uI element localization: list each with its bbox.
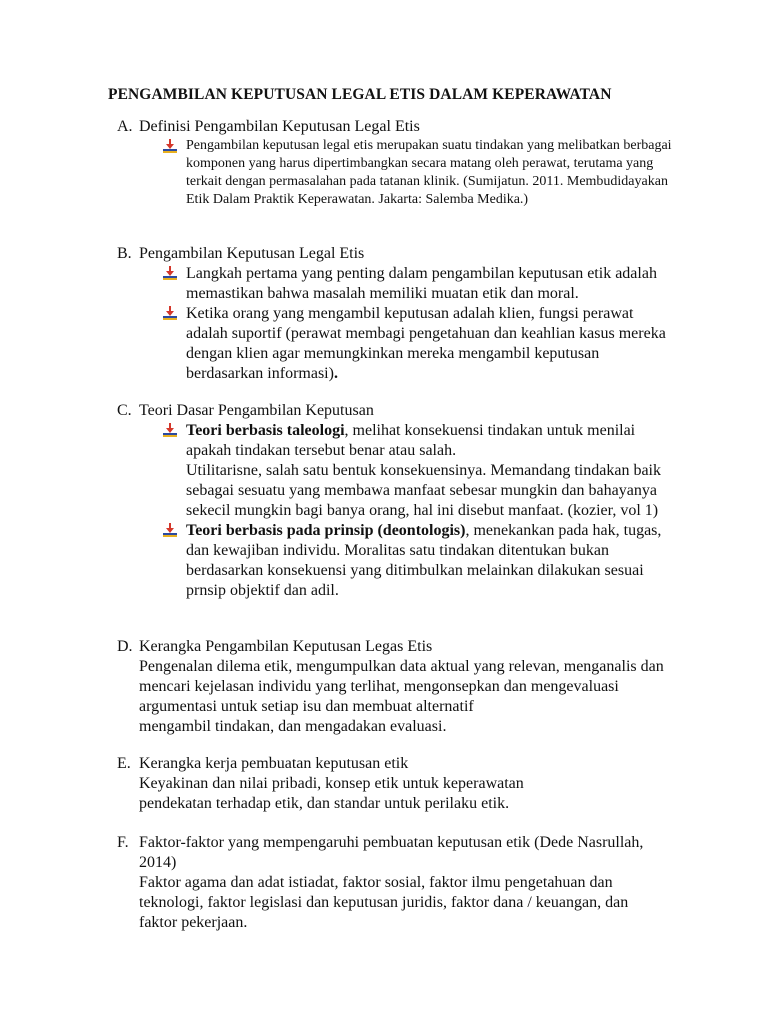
section-letter: A. [117,118,133,135]
arrow-bullet-icon [163,139,177,153]
arrow-bullet-icon [163,266,177,280]
section-heading [117,401,677,421]
section-d [117,637,677,737]
bullet-item [139,421,677,521]
bullet-item [139,521,677,601]
section-letter: B. [117,245,132,262]
bullet-bold-term: Teori berbasis pada prinsip (deontologis) [186,522,466,539]
section-title: Teori Dasar Pengambilan Keputusan [139,402,374,419]
section-body [139,774,669,814]
section-letter: C. [117,402,132,419]
arrow-bullet-icon [163,423,177,437]
bullet-bold-term: Teori berbasis taleologi [186,422,345,439]
section-c [117,401,677,601]
body-paragraph: Pengenalan dilema etik, mengumpulkan data aktual yang relevan, menganalis dan mencari kejelasan individu yang terlihat, mengonsepkan dan mengevaluasi argumentasi untuk setiap isu dan membuat alternatif [139,658,664,715]
section-heading [117,637,677,657]
section-body [139,657,669,737]
section-f [117,833,677,933]
bullet-item [139,137,677,209]
section-heading [117,833,677,873]
arrow-bullet-icon [163,306,177,320]
bullet-text: , menekankan pada hak, tugas, dan kewajiban individu. Moralitas satu tindakan ditentukan bukan berdasarkan konsekuensi yang ditimbulkan melainkan dilakukan sesuai prnsip objektif dan adil. [186,522,662,599]
bullet-text: Langkah pertama yang penting dalam pengambilan keputusan etik adalah memastikan bahwa masalah memiliki muatan etik dan moral. [186,265,657,302]
section-heading [117,754,677,774]
bullet-extra-paragraph: Utilitarisne, salah satu bentuk konsekuensinya. Memandang tindakan baik sebagai sesuatu yang membawa manfaat sebesar mungkin dan bahayanya sekecil mungkin bagi banya orang, hal ini disebut manfaat. (kozier, vol 1) [186,462,661,519]
section-e [117,754,677,814]
section-title: Kerangka Pengambilan Keputusan Legas Etis [139,638,433,655]
page-title: PENGAMBILAN KEPUTUSAN LEGAL ETIS DALAM KEPERAWATAN [108,86,612,103]
section-heading [117,117,677,137]
section-letter: D. [117,638,133,655]
bullet-item [139,304,677,384]
section-title: Pengambilan Keputusan Legal Etis [139,245,365,262]
bullet-text: Ketika orang yang mengambil keputusan adalah klien, fungsi perawat adalah suportif (perawat membagi pengetahuan dan keahlian kasus mereka dengan klien agar memungkinkan mereka mengambil keputusan berdasarkan informasi) [186,305,666,382]
section-body [139,873,669,933]
section-title: Kerangka kerja pembuatan keputusan etik [139,755,409,772]
body-paragraph: Faktor agama dan adat istiadat, faktor sosial, faktor ilmu pengetahuan dan teknologi, faktor legislasi dan keputusan juridis, faktor dana / keuangan, dan faktor pekerjaan. [139,874,629,931]
body-paragraph: Keyakinan dan nilai pribadi, konsep etik untuk keperawatan [139,775,524,792]
section-b [117,244,677,384]
bullet-text: , melihat konsekuensi tindakan untuk menilai apakah tindakan tersebut benar atau salah. [186,422,636,459]
arrow-bullet-icon [163,523,177,537]
body-paragraph: mengambil tindakan, dan mengadakan evaluasi. [139,718,447,735]
section-title: Faktor-faktor yang mempengaruhi pembuatan keputusan etik (Dede Nasrullah, 2014) [139,834,644,871]
bullet-text: Pengambilan keputusan legal etis merupakan suatu tindakan yang melibatkan berbagai komponen yang harus dipertimbangkan secara matang oleh perawat, terutama yang terkait dengan permasalahan pada tatanan klinik. (Sumijatun. 2011. Membudidayakan Etik Dalam Praktik Keperawatan. Jakarta: Salemba Medika.) [186,138,672,207]
section-a [117,117,677,209]
section-heading [117,244,677,264]
body-paragraph: pendekatan terhadap etik, dan standar untuk perilaku etik. [139,795,510,812]
bullet-end-mark: . [333,365,338,382]
section-letter: F. [117,834,129,851]
section-title: Definisi Pengambilan Keputusan Legal Etis [139,118,420,135]
section-letter: E. [117,755,131,772]
bullet-item [139,264,677,304]
